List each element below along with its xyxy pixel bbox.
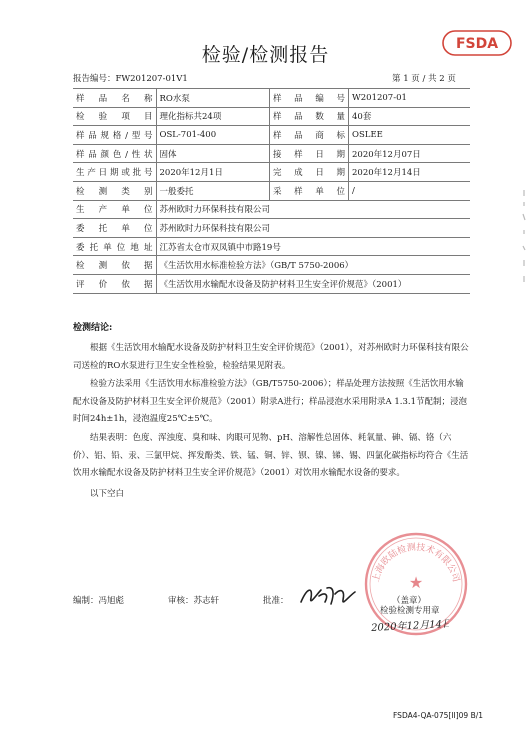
row-label: 生产日期或批号 — [73, 163, 156, 182]
row-value: 苏州欧时力环保科技有限公司 — [156, 200, 470, 219]
table-row — [73, 126, 470, 145]
table-row — [73, 237, 470, 256]
row-value: 一般委托 — [156, 181, 270, 200]
row-label-2: 完 成 日 期 — [270, 163, 349, 182]
table-row — [73, 256, 470, 275]
row-value: 江苏省太仓市双凤镇中市路19号 — [156, 237, 470, 256]
signature-icon — [299, 582, 359, 610]
row-label: 样 品 名 称 — [73, 89, 156, 108]
row-value: 2020年12月1日 — [156, 163, 270, 182]
report-title: 检验/检测报告 — [201, 44, 330, 66]
row-value-2: 2020年12月14日 — [349, 163, 470, 182]
report-number: 报告编号：FW201207-01V1 — [73, 74, 188, 84]
row-label-2: 样 品 商 标 — [270, 126, 349, 145]
table-row — [73, 219, 470, 238]
seal-name: 检验检测专用章 — [380, 606, 440, 616]
row-value: 固体 — [156, 144, 270, 163]
table-row — [73, 163, 470, 182]
row-label-2: 采 样 单 位 — [270, 181, 349, 200]
row-label: 样品颜色/性状 — [73, 144, 156, 163]
table-row — [73, 107, 470, 126]
conclusion-paragraph-1: 根据《生活饮用水输配水设备及防护材料卫生安全评价规范》（2001），对苏州欧时力环保科技有限公司送检的RO水泵进行卫生安全性检验，检验结果见附表。 — [73, 343, 469, 371]
conclusion-blank-note: 以下空白 — [90, 489, 125, 499]
table-row — [73, 89, 470, 108]
edge-binding-mark — [520, 190, 528, 294]
row-value: 理化指标共24项 — [156, 107, 270, 126]
approver-handwritten-signature — [299, 582, 359, 614]
row-value-2: 2020年12月07日 — [349, 144, 470, 163]
compiler-signature-line: 编制：冯旭彪 — [73, 596, 125, 606]
row-value: OSL-701-400 — [156, 126, 270, 145]
row-value: RO水泵 — [156, 89, 270, 108]
handwritten-date-icon — [369, 614, 449, 634]
reviewer-signature-line: 审核：苏志轩 — [168, 596, 220, 606]
row-label: 委 托 单 位 — [73, 219, 156, 238]
row-value-2: W201207-01 — [349, 89, 470, 108]
row-label-2: 样 品 数 量 — [270, 107, 349, 126]
binding-mark-icon — [520, 190, 528, 290]
seal-ring-text: 上海欧陆检测技术有限公司 — [371, 542, 461, 584]
fsda-logo-icon — [442, 30, 512, 56]
row-label: 检 测 依 据 — [73, 256, 156, 275]
fsda-logo — [442, 30, 512, 60]
conclusion-paragraph-3: 结果表明：色度、浑浊度、臭和味、肉眼可见物、pH、溶解性总固体、耗氧量、砷、镉、铬（六价）、铝、铅、汞、三氯甲烷、挥发酚类、铁、锰、铜、锌、钡、镍、锑、锡、四氯化碳指标均符合《生活饮用水输配水设备及防护材料卫生安全评价规范》（2001）对饮用水输配水设备的要求。 — [73, 433, 469, 478]
row-label: 委托单位地址 — [73, 237, 156, 256]
row-label: 检 测 类 别 — [73, 181, 156, 200]
row-label: 样品规格/型号 — [73, 126, 156, 145]
table-row — [73, 181, 470, 200]
form-code-footer: FSDA4-QA-075[II]09 B/1 — [393, 711, 484, 720]
conclusion-title: 检测结论: — [73, 323, 113, 333]
row-value: 苏州欧时力环保科技有限公司 — [156, 219, 470, 238]
seal-label: （盖章） — [392, 596, 427, 606]
row-value-2: / — [349, 181, 470, 200]
row-value-2: 40套 — [349, 107, 470, 126]
seal-star-icon: ★ — [408, 573, 424, 592]
conclusion-paragraph-2: 检验方法采用《生活饮用水标准检验方法》（GB/T5750-2006）；样品处理方法按照《生活饮用水输配水设备及防护材料卫生安全评价规范》（2001）附录A进行；样品浸泡水采用附录A 1.3.1节配制；浸泡时间24h±1h，浸泡温度25℃±5℃。 — [73, 379, 467, 424]
table-row — [73, 200, 470, 219]
approver-signature-line: 批准： — [263, 596, 289, 606]
row-label: 评 价 依 据 — [73, 274, 156, 293]
row-label: 检 验 项 目 — [73, 107, 156, 126]
table-row — [73, 144, 470, 163]
table-row — [73, 274, 470, 293]
page-number: 第 1 页 / 共 2 页 — [392, 74, 456, 84]
row-value: 《生活饮用水输配水设备及防护材料卫生安全评价规范》（2001） — [156, 274, 470, 293]
sample-info-table — [73, 88, 470, 294]
row-value: 《生活饮用水标准检验方法》（GB/T 5750-2006） — [156, 256, 470, 275]
row-label: 生 产 单 位 — [73, 200, 156, 219]
row-label-2: 样 品 编 号 — [270, 89, 349, 108]
row-label-2: 接 样 日 期 — [270, 144, 349, 163]
row-value-2: OSLEE — [349, 126, 470, 145]
handwritten-date-text: 2020年12月14日 — [370, 618, 449, 634]
seal-date — [369, 614, 449, 638]
logo-text: FSDA — [455, 36, 499, 52]
